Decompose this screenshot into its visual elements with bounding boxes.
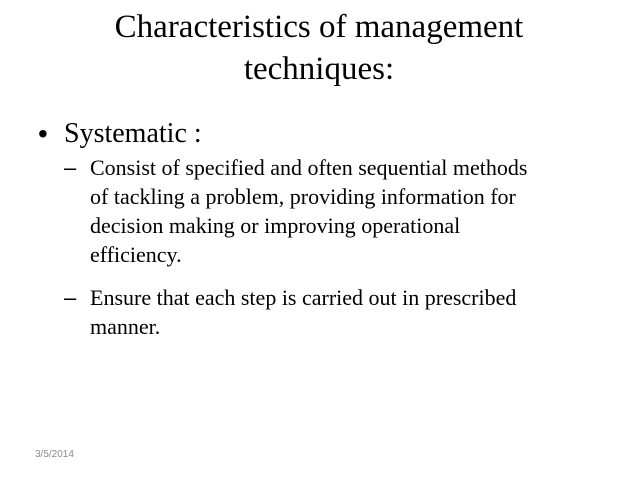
slide-title-line: techniques: (243, 51, 395, 87)
sub-bullet-marker: – (64, 155, 77, 180)
sub-bullet-line: efficiency. (90, 242, 182, 267)
sub-bullet-line: Ensure that each step is carried out in prescribed (90, 285, 517, 310)
footer-date: 3/5/2014 (35, 449, 74, 460)
sub-bullet-line: Consist of specified and often sequential methods (90, 155, 528, 180)
sub-bullet-line: manner. (90, 314, 161, 339)
bullet-text: Systematic : (64, 118, 202, 149)
sub-bullet-line: of tackling a problem, providing information for (90, 184, 516, 209)
sub-bullet-line: decision making or improving operational (90, 213, 461, 238)
sub-bullet-text (90, 153, 585, 269)
sub-bullet-text (90, 283, 585, 341)
sub-bullet-marker: – (64, 285, 77, 310)
bullet-marker: • (38, 118, 48, 149)
slide-title-line: Characteristics of management (114, 9, 524, 45)
